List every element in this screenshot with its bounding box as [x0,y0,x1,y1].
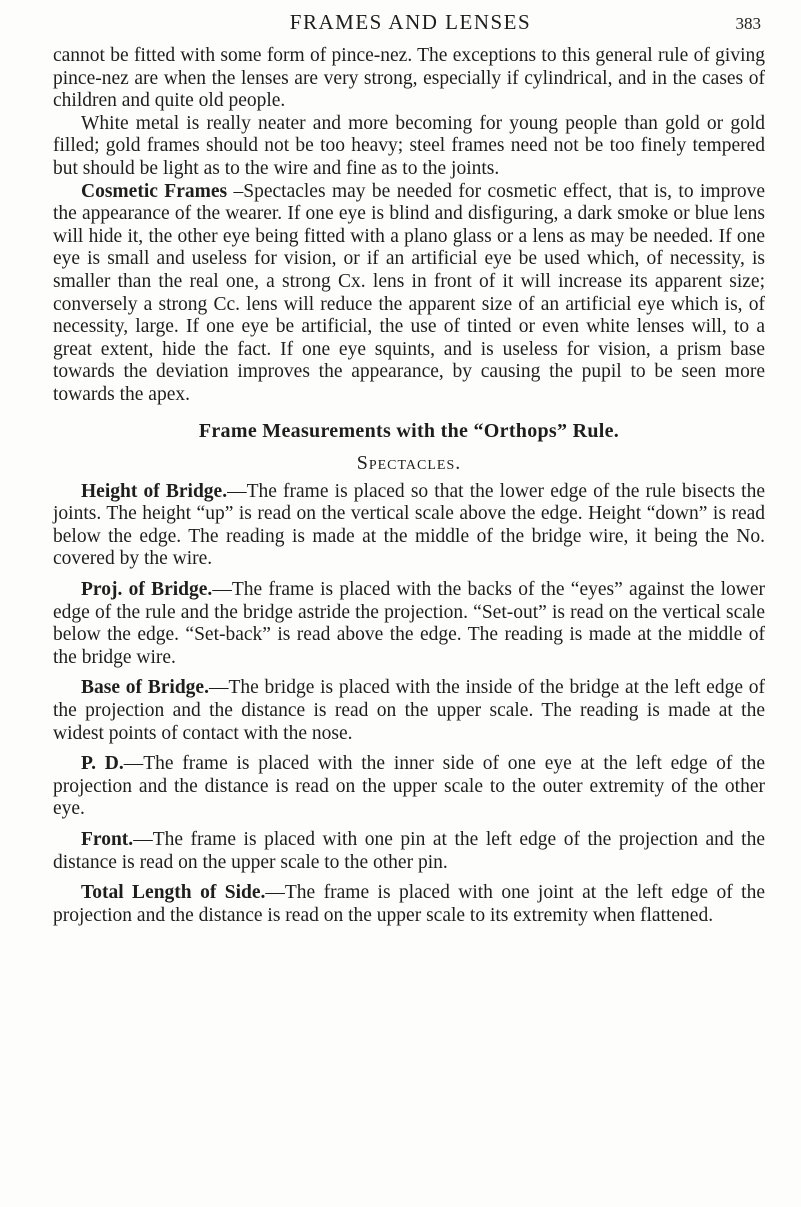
sub-heading: Spectacles. [356,452,462,475]
paragraph-text: cannot be fitted with some form of pince-nez. The exceptions to this general rule of giving pince-nez are when the lenses are very strong, especially if cylindrical, and in the cases of children and quite old people. [53,45,765,112]
paragraph-pd [53,753,765,821]
run-in-heading: Height of Bridge. [81,480,228,502]
running-title: FRAMES AND LENSES [289,10,532,34]
paragraph-text: —The bridge is placed with the inside of the bridge at the left edge of the projection and the distance is read on the upper scale. The reading is made at the widest points of contact with the nose. [53,677,765,744]
run-in-heading: Cosmetic Frames [81,180,228,202]
run-in-heading: Base of Bridge. [81,677,209,699]
paragraph-front [53,829,765,874]
run-in-heading: P. D. [81,753,124,775]
paragraph-text: –Spectacles may be needed for cosmetic effect, that is, to improve the appearance of the wearer. If one eye is blind and disfiguring, a dark smoke or blue lens will hide it, the other eye being fitted with a plano glass or a lens as may be needed. If one eye is small and useless for vision, or if an artificial eye be used which, of necessity, is smaller than the real one, a strong Cx. lens in front of it will increase its apparent size; conversely a strong Cc. lens will reduce the apparent size of an artificial eye which is, of necessity, large. If one eye be artificial, the use of tinted or even white lenses will, to a great extent, hide the fact. If one eye squints, and is useless for vision, a prism base towards the deviation improves the appearance, by causing the pupil to be seen more towards the apex. [53,180,765,405]
paragraph-base-of-bridge [53,677,765,745]
paragraph-pince-nez [53,45,765,113]
run-in-heading: Proj. of Bridge. [81,579,213,601]
running-head [60,10,761,40]
paragraph-text: —The frame is placed with the backs of the “eyes” against the lower edge of the rule and the bridge astride the projection. “Set-out” is read on the vertical scale below the edge. “Set-back” is read above the edge. The reading is made at the middle of the bridge wire. [53,579,766,668]
paragraph-text: —The frame is placed so that the lower edge of the rule bisects the joints. The height “up” is read on the vertical scale above the edge. Height “down” is read below the edge. The reading is made at the middle of the bridge wire, it being the No. covered by the wire. [53,480,766,570]
page-number: 383 [735,14,761,33]
run-in-heading: Total Length of Side. [81,882,266,904]
paragraph-text: White metal is really neater and more becoming for young people than gold or gold filled; gold frames should not be too heavy; steel frames need not be too finely tempered but should be light as to the wire and fine as to the joints. [53,112,765,179]
paragraph-text: —The frame is placed with one pin at the left edge of the projection and the distance is read on the upper scale to the other pin. [53,829,765,873]
paragraph-proj-of-bridge [53,579,765,669]
paragraph-white-metal [53,113,765,181]
run-in-heading: Front. [81,829,134,850]
paragraph-cosmetic-frames [53,181,765,407]
paragraph-text: —The frame is placed with the inner side of one eye at the left edge of the projection and the distance is read on the upper scale to the outer extremity of the other eye. [53,753,765,820]
section-heading: Frame Measurements with the “Orthops” Rule. [198,419,620,442]
paragraph-text: —The frame is placed with one joint at the left edge of the projection and the distance is read on the upper scale to its extremity when flattened. [53,882,765,926]
body-text [53,45,765,927]
paragraph-height-of-bridge [53,481,765,571]
paragraph-total-length-of-side [53,882,765,927]
